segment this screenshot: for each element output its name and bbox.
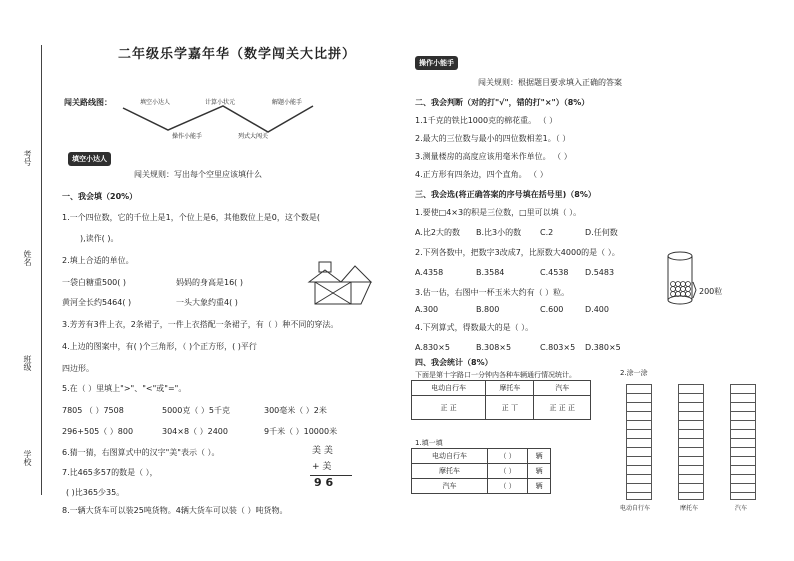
fill-unit: 辆 xyxy=(528,449,551,464)
choice-3: 3.估一估，右图中一杯玉米大约有（ ）粒。 xyxy=(415,288,570,297)
blank-bar[interactable] xyxy=(678,384,704,500)
route-path xyxy=(118,88,318,138)
route-stop: 列式大闯关 xyxy=(238,133,269,140)
fill-title: 1.填一填 xyxy=(415,439,443,447)
route-stop: 操作小能手 xyxy=(172,133,203,140)
compare-item: 5000克（ ）5千克 xyxy=(162,406,230,415)
route-label: 闯关路线图： xyxy=(64,98,112,107)
tally-header: 电动自行车 xyxy=(412,381,486,396)
choice-2-option-c: C.4538 xyxy=(540,268,569,277)
section-badge: 填空小达人 xyxy=(68,152,111,166)
compare-item: 300毫米（ ）2米 xyxy=(264,406,327,415)
section-4-heading: 四、我会统计（8%） xyxy=(415,358,493,367)
fill-row-label: 汽车 xyxy=(412,479,488,494)
choice-2-option-a: A.4358 xyxy=(415,268,444,277)
choice-4-option-a: A.830×5 xyxy=(415,343,450,352)
choice-4-option-b: B.308×5 xyxy=(476,343,512,352)
question-1a: 1.一个四位数，它的千位上是1，个位上是6，其他数位上是0，这个数是( xyxy=(62,213,321,222)
compare-item: 7805 （ ）7508 xyxy=(62,406,124,415)
fill-blank[interactable]: （ ） xyxy=(487,479,527,494)
choice-1-option-c: C.2 xyxy=(540,228,554,237)
sidebar-label-school: 学校 xyxy=(23,450,32,466)
tally-cell: 正 正 xyxy=(412,396,486,420)
section-3-heading: 三、我会选(将正确答案的序号填在括号里)（8%） xyxy=(415,190,596,199)
puzzle-row-2: + 美 xyxy=(312,462,332,472)
tally-table xyxy=(411,380,591,420)
sidebar-label-exam-no: 考号 xyxy=(23,150,32,166)
puzzle-result: 9 6 xyxy=(314,476,334,489)
question-6: 6.猜一猜，右图算式中的汉字"美"表示（ ）。 xyxy=(62,448,220,457)
sidebar-label-class: 班级 xyxy=(23,355,32,371)
puzzle-row-1: 美 美 xyxy=(312,446,333,456)
tangram-figure xyxy=(305,258,375,313)
question-4a: 4.上边的图案中，有( )个三角形，（ )个正方形，( )平行 xyxy=(62,342,257,351)
choice-4-option-d: D.380×5 xyxy=(585,343,621,352)
choice-2: 2.下列各数中，把数字3改成7，比原数大4000的是（ ）。 xyxy=(415,248,620,257)
tally-header: 汽车 xyxy=(534,381,591,396)
judge-2: 2.最大的三位数与最小的四位数相差1。（ ） xyxy=(415,134,571,143)
judge-4: 4.正方形有四条边，四个直角。 （ ） xyxy=(415,170,548,179)
blank-bar[interactable] xyxy=(730,384,756,500)
choice-2-option-d: D.5483 xyxy=(585,268,615,277)
chart-label: 汽车 xyxy=(735,505,748,512)
section-1-heading: 一、我会填（20%） xyxy=(62,192,138,201)
blank-bar[interactable] xyxy=(626,384,652,500)
compare-item: 9千米（ ）10000米 xyxy=(264,427,338,436)
question-7b: ( )比365少35。 xyxy=(66,488,125,497)
compare-item: 304×8（ ）2400 xyxy=(162,427,228,436)
question-7a: 7.比465多57的数是（ ）， xyxy=(62,468,158,477)
jar-label: 200粒 xyxy=(699,287,723,296)
route-stop: 计算小状元 xyxy=(205,99,236,106)
choice-1-option-a: A.比2大的数 xyxy=(415,228,460,237)
choice-1-option-d: D.任何数 xyxy=(585,228,618,237)
choice-3-option-a: A.300 xyxy=(415,305,439,314)
question-5: 5.在（ ）里填上">"、"<"或"="。 xyxy=(62,384,187,393)
fill-blank[interactable]: （ ） xyxy=(487,464,527,479)
route-stop: 解题小能手 xyxy=(272,99,303,106)
choice-1: 1.要使□4×3的积是三位数，□里可以填（ ）。 xyxy=(415,208,582,217)
stats-description: 下面是第十字路口一分钟内各种车辆通行情况统计。 xyxy=(415,371,576,379)
question-2: 2.填上合适的单位。 xyxy=(62,256,134,265)
fill-row-label: 摩托车 xyxy=(412,464,488,479)
chart-label: 摩托车 xyxy=(680,505,699,512)
fill-unit: 辆 xyxy=(528,479,551,494)
choice-4: 4.下列算式，得数最大的是（ ）。 xyxy=(415,323,534,332)
question-8: 8.一辆大货车可以装25吨货物。4辆大货车可以装（ ）吨货物。 xyxy=(62,506,288,515)
choice-3-option-b: B.800 xyxy=(476,305,500,314)
rule-text: 闯关规则：写出每个空里应该填什么 xyxy=(134,170,262,179)
chart-title: 2.涂一涂 xyxy=(620,369,648,377)
choice-3-option-c: C.600 xyxy=(540,305,564,314)
page-title: 二年级乐学嘉年华（数学闯关大比拼） xyxy=(118,47,357,62)
section-2-heading: 二、我会判断（对的打"√"，错的打"×"）（8%） xyxy=(415,98,590,107)
judge-1: 1.1千克的铁比1000克的棉花重。 （ ） xyxy=(415,116,558,125)
question-2c: 黄河全长约5464( ) xyxy=(62,298,132,307)
choice-1-option-b: B.比3小的数 xyxy=(476,228,522,237)
choice-3-option-d: D.400 xyxy=(585,305,609,314)
route-stop: 填空小达人 xyxy=(140,99,171,106)
question-4b: 四边形。 xyxy=(62,364,94,373)
question-2d: 一头大象约重4( ) xyxy=(176,298,238,307)
choice-2-option-b: B.3584 xyxy=(476,268,505,277)
corn-jar xyxy=(660,248,710,308)
choice-4-option-c: C.803×5 xyxy=(540,343,576,352)
question-1b: ),读作( )。 xyxy=(80,234,119,243)
chart-label: 电动自行车 xyxy=(620,505,651,512)
section-badge: 操作小能手 xyxy=(415,56,458,70)
fill-table xyxy=(411,448,551,494)
fill-unit: 辆 xyxy=(528,464,551,479)
tally-header: 摩托车 xyxy=(486,381,534,396)
fill-blank[interactable]: （ ） xyxy=(487,449,527,464)
rule-text: 闯关规则：根据题目要求填入正确的答案 xyxy=(478,78,622,87)
tally-cell: 正 丅 xyxy=(486,396,534,420)
sidebar-label-name: 姓名 xyxy=(23,250,32,266)
question-2b: 妈妈的身高是16( ) xyxy=(176,278,243,287)
fill-row-label: 电动自行车 xyxy=(412,449,488,464)
compare-item: 296+505（ ）800 xyxy=(62,427,134,436)
question-3: 3.芳芳有3件上衣，2条裙子，一件上衣搭配一条裙子，有（ ）种不同的穿法。 xyxy=(62,320,339,329)
question-2a: 一袋白糖重500( ) xyxy=(62,278,127,287)
tally-cell: 正 正 正 xyxy=(534,396,591,420)
binding-line xyxy=(41,45,42,495)
judge-3: 3.测量楼房的高度应该用毫米作单位。 （ ） xyxy=(415,152,572,161)
